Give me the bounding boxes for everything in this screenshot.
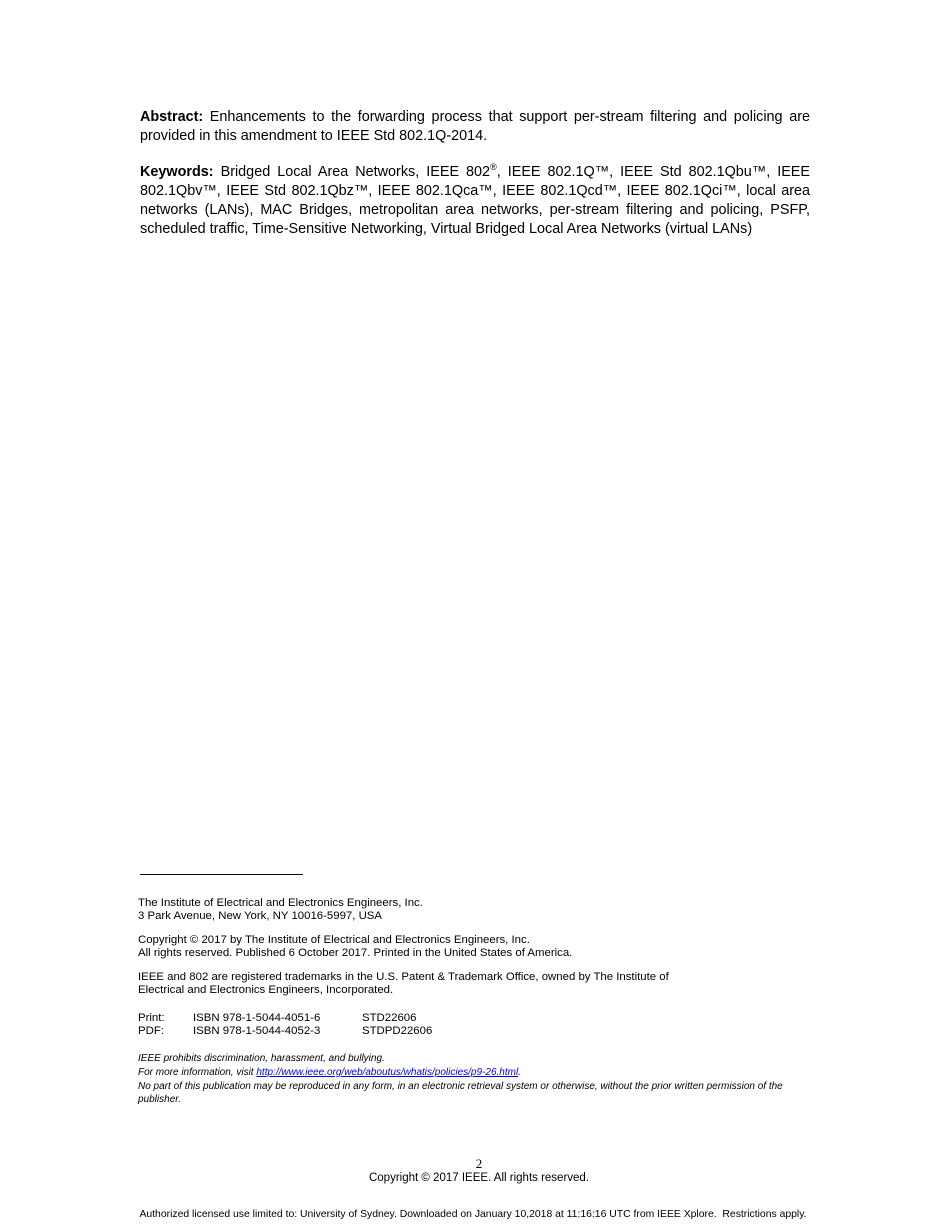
isbn-row [138, 1025, 818, 1038]
publisher-address: 3 Park Avenue, New York, NY 10016-5997, USA [138, 909, 383, 922]
isbn-code: STDPD22606 [362, 1024, 433, 1037]
isbn-number: ISBN 978-1-5044-4052-3 [193, 1024, 321, 1037]
abstract-text: Enhancements to the forwarding process that support per-stream filtering and policing are provided in this amendment to IEEE Std 802.1Q-2014. [140, 109, 810, 144]
isbn-row [138, 1012, 818, 1025]
keywords-section [140, 163, 810, 239]
page-number: 2 [475, 1156, 483, 1171]
keywords-text-start: Bridged Local Area Networks, IEEE 802 [213, 164, 491, 180]
trademark-line-1: IEEE and 802 are registered trademarks in the U.S. Patent & Trademark Office, owned by The Institute of [138, 971, 669, 983]
isbn-code: STD22606 [362, 1012, 417, 1024]
isbn-label: PDF: [138, 1024, 164, 1037]
publisher-block [138, 897, 818, 922]
abstract-label: Abstract: [140, 109, 204, 125]
keywords-text-rest: , IEEE 802.1Q™, IEEE Std 802.1Qbu™, IEEE 802.1Qbv™, IEEE Std 802.1Qbz™, IEEE 802.1Qca™, IEEE 802.1Qcd™, IEEE 802.1Qci™, local area networks (LANs), MAC Bridges, metropolitan area networks, per-stream filtering and policing, PSFP, scheduled traffic, Time-Sensitive Networking, Virtual Bridged Local Area Networks (virtual LANs) [140, 164, 810, 237]
footer-copyright: Copyright © 2017 IEEE. All rights reserved. [368, 1172, 590, 1184]
footnote-divider [140, 874, 303, 875]
policy-link[interactable]: http://www.ieee.org/web/aboutus/whatis/policies/p9-26.html [256, 1066, 519, 1078]
notice-line-1: IEEE prohibits discrimination, harassment, and bullying. [138, 1053, 385, 1064]
isbn-number: ISBN 978-1-5044-4051-6 [193, 1012, 321, 1024]
copyright-line-1: Copyright © 2017 by The Institute of Electrical and Electronics Engineers, Inc. [138, 934, 530, 946]
keywords-paragraph [140, 163, 810, 239]
abstract-section [140, 108, 810, 146]
authorization-notice: Authorized licensed use limited to: University of Sydney. Downloaded on January 10,2018 at 11:16:16 UTC from IEEE Xplore. Restrictions apply. [139, 1209, 807, 1220]
notice-link-suffix: . [518, 1066, 521, 1078]
publisher-name: The Institute of Electrical and Electronics Engineers, Inc. [138, 897, 423, 909]
registered-mark: ® [490, 162, 497, 173]
notice-block [138, 1052, 818, 1107]
isbn-label: Print: [138, 1012, 165, 1024]
abstract-paragraph [140, 108, 810, 146]
keywords-label: Keywords: [140, 164, 214, 180]
notice-link-prefix: For more information, visit [138, 1066, 257, 1078]
notice-line-3: No part of this publication may be reproduced in any form, in an electronic retrieval system or otherwise, without the prior written permission of the publisher. [138, 1080, 783, 1106]
notice-line-2 [138, 1066, 818, 1080]
copyright-line-2: All rights reserved. Published 6 October 2017. Printed in the United States of America. [138, 946, 573, 959]
trademark-line-2: Electrical and Electronics Engineers, Incorporated. [138, 983, 394, 996]
isbn-block [138, 1012, 818, 1037]
trademark-block [138, 971, 818, 996]
copyright-block [138, 934, 818, 959]
